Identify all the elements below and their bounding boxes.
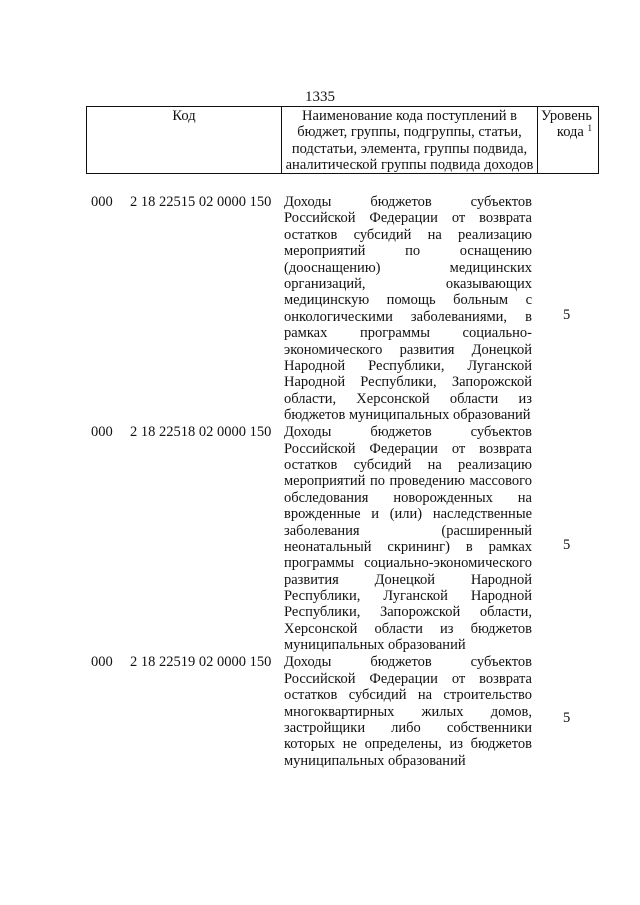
admin-code: 000 bbox=[91, 424, 113, 441]
description-line: Российской Федерации от возврата bbox=[284, 210, 532, 227]
header-name-line: подстатьи, элемента, группы подвида, bbox=[291, 140, 528, 157]
header-level-line bbox=[538, 124, 592, 140]
description-line: развития Донецкой Народной bbox=[284, 571, 532, 588]
description-line: программы социально-экономического bbox=[284, 555, 532, 572]
table-header bbox=[86, 106, 599, 174]
revenue-description bbox=[284, 194, 532, 423]
description-line: Республики, Запорожской области, bbox=[284, 604, 532, 621]
description-line: муниципальных образований bbox=[284, 752, 466, 769]
description-line: муниципальных образований bbox=[284, 637, 466, 654]
description-line: заболевания (расширенный bbox=[284, 522, 532, 539]
description-line: остатков субсидий на реализацию bbox=[284, 456, 532, 473]
header-name-line: аналитической группы подвида доходов bbox=[285, 157, 534, 174]
description-line: многоквартирных жилых домов, bbox=[284, 703, 532, 720]
description-line: мероприятий по проведению массового bbox=[284, 473, 532, 490]
description-line: неонатальный скрининг) в рамках bbox=[284, 538, 532, 555]
revenue-code: 2 18 22518 02 0000 150 bbox=[130, 424, 272, 441]
page-number: 1335 bbox=[305, 89, 335, 105]
description-line: застройщики либо собственники bbox=[284, 719, 532, 736]
description-line: остатков субсидий на строительство bbox=[284, 687, 532, 704]
revenue-code: 2 18 22519 02 0000 150 bbox=[130, 654, 272, 671]
header-level-column bbox=[538, 107, 598, 173]
code-level: 5 bbox=[563, 536, 571, 553]
description-line: (дооснащению) медицинских bbox=[284, 259, 532, 276]
revenue-code: 2 18 22515 02 0000 150 bbox=[130, 194, 272, 210]
header-level-footnote: 1 bbox=[587, 123, 592, 134]
header-level-label: кода bbox=[556, 124, 584, 141]
header-code-column bbox=[87, 107, 282, 173]
description-line: экономического развития Донецкой bbox=[284, 341, 532, 358]
description-line: онкологическими заболеваниями, в bbox=[284, 308, 532, 325]
description-line: медицинскую помощь больным с bbox=[284, 292, 532, 309]
header-name-line: Наименование кода поступлений в bbox=[302, 108, 517, 124]
description-line: рамках программы социально- bbox=[284, 325, 532, 342]
description-line: которых не определены, из бюджетов bbox=[284, 736, 532, 753]
description-line: организаций, оказывающих bbox=[284, 275, 532, 292]
revenue-description bbox=[284, 654, 532, 769]
description-line: Доходы бюджетов субъектов bbox=[284, 654, 532, 671]
description-line: врожденные и (или) наследственные bbox=[284, 506, 532, 523]
header-name-column bbox=[282, 107, 538, 173]
code-level: 5 bbox=[563, 306, 571, 323]
description-line: Херсонской области из бюджетов bbox=[284, 620, 532, 637]
description-line: Народной Республики, Запорожской bbox=[284, 374, 532, 391]
admin-code: 000 bbox=[91, 194, 113, 210]
revenue-description bbox=[284, 424, 532, 653]
description-line: Республики, Луганской Народной bbox=[284, 588, 532, 605]
description-line: области, Херсонской области из bbox=[284, 390, 532, 407]
description-line: Доходы бюджетов субъектов bbox=[284, 194, 532, 210]
description-line: обследования новорожденных на bbox=[284, 489, 532, 506]
description-line: Российской Федерации от возврата bbox=[284, 440, 532, 457]
code-level: 5 bbox=[563, 709, 571, 726]
description-line: бюджетов муниципальных образований bbox=[284, 407, 531, 424]
description-line: Российской Федерации от возврата bbox=[284, 670, 532, 687]
description-line: мероприятий по оснащению bbox=[284, 243, 532, 260]
header-level-line: Уровень bbox=[540, 108, 592, 124]
admin-code: 000 bbox=[91, 654, 113, 671]
description-line: Народной Республики, Луганской bbox=[284, 357, 532, 374]
description-line: Доходы бюджетов субъектов bbox=[284, 424, 532, 441]
header-name-line: бюджет, группы, подгруппы, статьи, bbox=[297, 124, 522, 141]
header-code-label: Код bbox=[172, 108, 196, 124]
description-line: остатков субсидий на реализацию bbox=[284, 226, 532, 243]
